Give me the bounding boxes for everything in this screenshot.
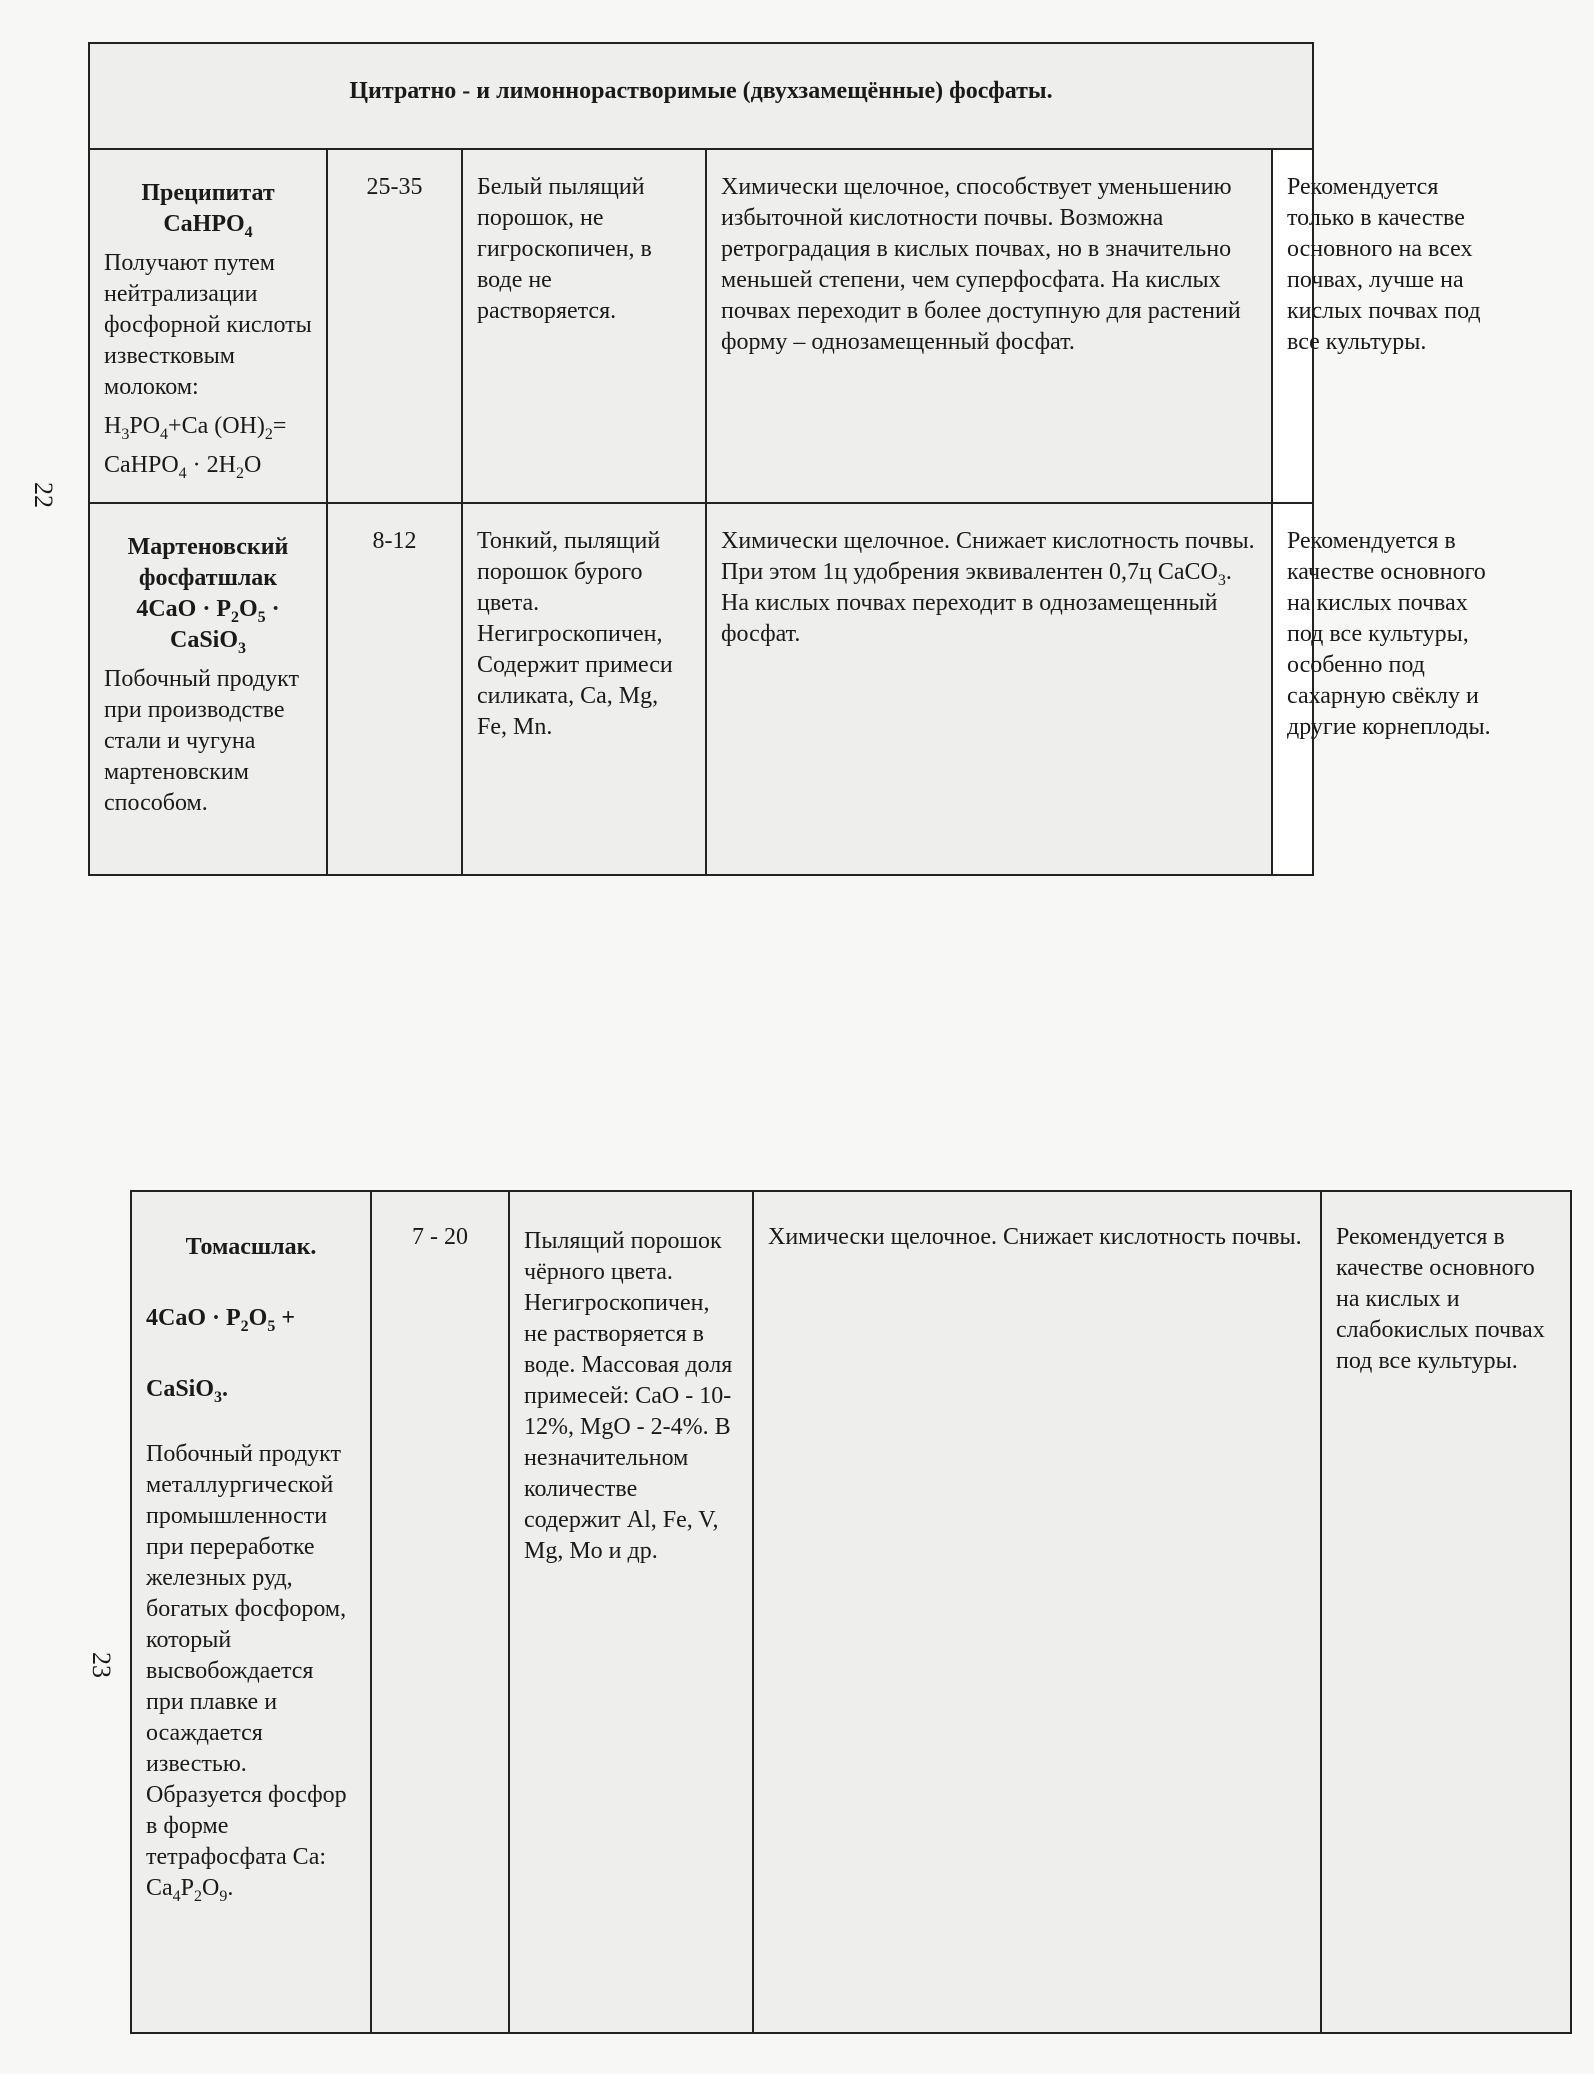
- cell-usage-precipitate: Рекомендуется только в качестве основного на всех почвах, лучше на кислых почвах под все культуры.: [1272, 149, 1313, 503]
- fertilizer-formula: CaHPO$_4$: [163, 211, 253, 241]
- cell-name-thomas-slag: [131, 1191, 371, 2033]
- phosphate-table-page-22: [88, 42, 1491, 876]
- cell-content-precipitate: 25-35: [327, 149, 462, 503]
- production-text: Получают путем нейтрализации фосфорной кислоты известковым молоком:: [104, 250, 312, 400]
- cell-properties-precipitate: Белый пылящий порошок, не гигроскопичен, в воде не растворяется.: [462, 149, 706, 503]
- page-number-22: 22: [29, 482, 58, 508]
- fertilizer-formula: $4CaO \cdot P_2O_5$ +: [146, 1305, 296, 1335]
- fertilizer-formula-2: CaSiO$_3$.: [146, 1376, 229, 1406]
- cell-properties-martin-slag: Тонкий, пылящий порошок бурого цвета. Негигроскопичен, Содержит примеси силиката, Ca, Mg, Fe, Mn.: [462, 503, 706, 875]
- cell-content-martin-slag: 8-12: [327, 503, 462, 875]
- fertilizer-name: Мартеновский фосфатшлак: [127, 534, 289, 591]
- production-text: Побочный продукт металлургической промышленности при переработке железных руд, богатых фосфором, который высвобождается при плавке и осаждается известью. Образуется фосфор в форме тетрафосфата Ca: $Ca_4P_2O_9$.: [146, 1441, 347, 1905]
- fertilizer-name: Томасшлак.: [185, 1234, 317, 1260]
- fertilizer-formula: $4CaO \cdot P_2O_5$ ·: [136, 596, 280, 626]
- fertilizer-formula-2: CaSiO$_3$: [169, 627, 246, 657]
- reaction-product: CaHPO$_4$ · $2H_2O$: [104, 452, 262, 482]
- page-number-23: 23: [87, 1652, 116, 1678]
- cell-content-thomas-slag: 7 - 20: [371, 1191, 509, 2033]
- fertilizer-name: Преципитат: [141, 180, 275, 206]
- reaction-formula: $H_3PO_4+Ca$ $(OH)_2=$: [104, 413, 287, 443]
- cell-usage-thomas-slag: Рекомендуется в качестве основного на кислых и слабокислых почвах под все культуры.: [1321, 1191, 1571, 2033]
- cell-action-precipitate: Химически щелочное, способствует уменьшению избыточной кислотности почвы. Возможна ретроградация в кислых почвах, но в значительно меньшей степени, чем суперфосфата. На кислых почвах переходит в более доступную для растений форму – однозамещенный фосфат.: [706, 149, 1272, 503]
- cell-name-precipitate: [89, 149, 327, 503]
- cell-usage-martin-slag: Рекомендуется в качестве основного на кислых почвах под все культуры, особенно под сахарную свёклу и другие корнеплоды.: [1272, 503, 1313, 875]
- cell-action-thomas-slag: Химически щелочное. Снижает кислотность почвы.: [753, 1191, 1321, 2033]
- phosphate-table-page-23: [130, 1190, 1572, 2034]
- section-title: Цитратно - и лимоннорастворимые (двухзамещённые) фосфаты.: [349, 78, 1053, 104]
- production-text: Побочный продукт при производстве стали и чугуна мартеновским способом.: [104, 666, 299, 816]
- cell-action-martin-slag: Химически щелочное. Снижает кислотность почвы. При этом 1ц удобрения эквивалентен 0,7ц CaCO$_3$. На кислых почвах переходит в однозамещенный фосфат.: [706, 503, 1272, 875]
- table-header-row: [89, 43, 1313, 149]
- cell-name-martin-slag: [89, 503, 327, 875]
- cell-properties-thomas-slag: Пылящий порошок чёрного цвета. Негигроскопичен, не растворяется в воде. Массовая доля примесей: CaO - 10-12%, MgO - 2-4%. В незначительном количестве содержит Al, Fe, V, Mg, Mo и др.: [509, 1191, 753, 2033]
